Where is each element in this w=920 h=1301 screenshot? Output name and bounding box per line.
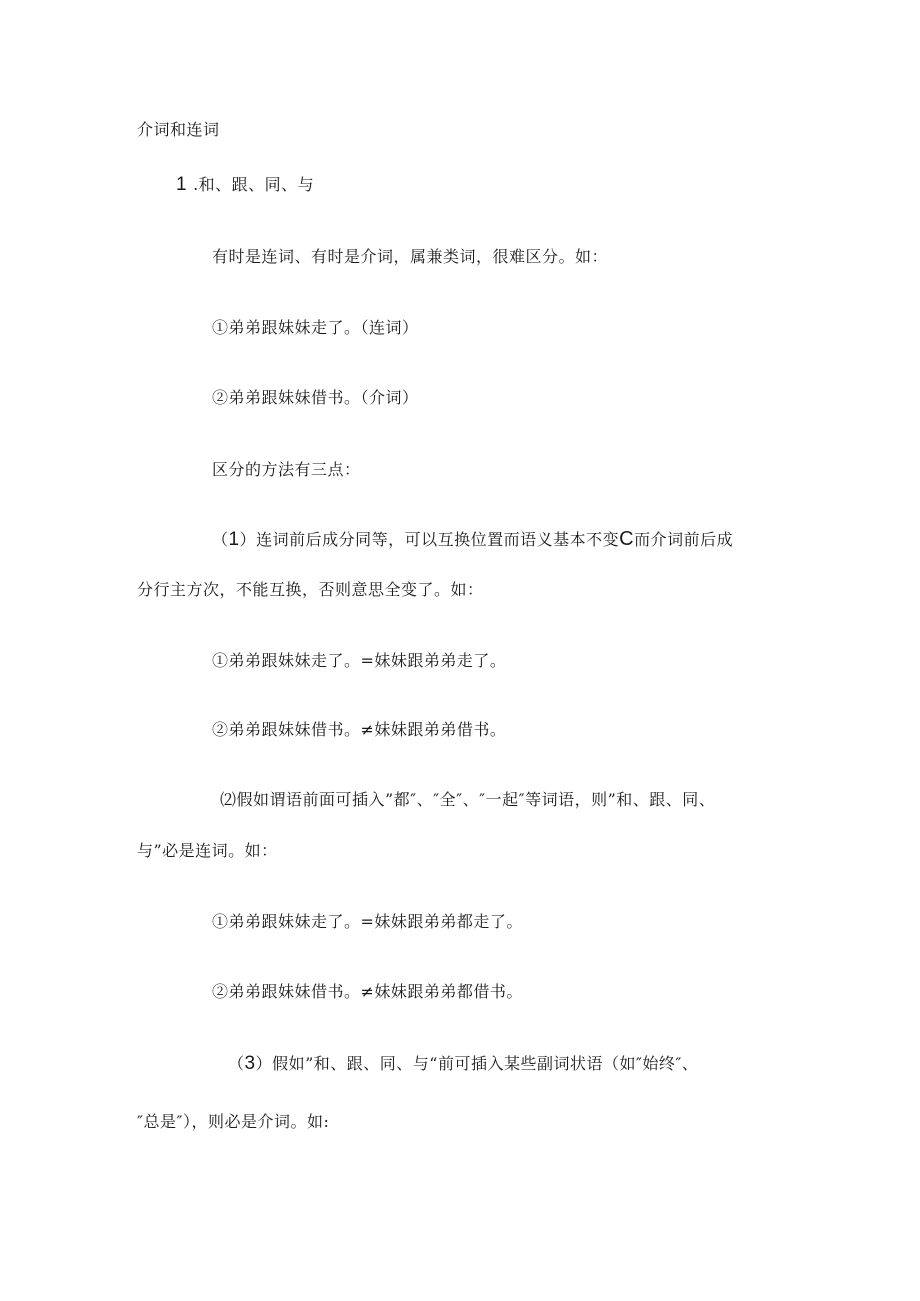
method-1-example-2: ②弟弟跟妹妹借书。≠妹妹跟弟弟借书。 [212, 720, 507, 739]
section-number: 1 [176, 174, 188, 195]
method-3-line-1 [228, 1053, 698, 1075]
method-1-after-c: 而介词前后成 [634, 530, 734, 549]
method-1-line-1 [212, 528, 733, 551]
method-3-line-2: ″总是″），则必是介词。如: [137, 1112, 330, 1131]
section-heading [176, 174, 314, 196]
method-1-text: ）连词前后成分同等，可以互换位置而语义基本不变 [239, 530, 620, 549]
example-2: ②弟弟跟妹妹借书。（介词） [212, 388, 419, 407]
example-1: ①弟弟跟妹妹走了。（连词） [212, 318, 419, 337]
method-2-line-2: 与”必是连词。如： [137, 841, 278, 860]
method-3-text: ）假如”和、跟、同、与“前可插入某些副词状语（如″始终″、 [255, 1054, 699, 1073]
method-1-c-letter: C [619, 528, 635, 550]
document-title: 介词和连词 [137, 120, 220, 139]
intro-paragraph: 有时是连词、有时是介词，属兼类词，很难区分。如： [212, 247, 609, 266]
methods-intro: 区分的方法有三点： [212, 460, 361, 479]
method-2-example-2: ②弟弟跟妹妹借书。≠妹妹跟弟弟都借书。 [212, 982, 523, 1001]
method-1-number: 1 [228, 529, 240, 550]
method-3-open-paren: （ [228, 1054, 245, 1073]
method-1-line-2: 分行主方次，不能互换，否则意思全变了。如： [137, 580, 484, 599]
method-1-open-paren: （ [212, 530, 229, 549]
method-1-example-1: ①弟弟跟妹妹走了。=妹妹跟弟弟走了。 [212, 651, 507, 670]
method-2-example-1: ①弟弟跟妹妹走了。=妹妹跟弟弟都走了。 [212, 912, 523, 931]
section-heading-text: .和、跟、同、与 [193, 175, 315, 194]
method-2-line-1: ⑵假如谓语前面可插入”都″、″全″、″一起″等词语，则”和、跟、同、 [220, 790, 716, 809]
method-3-number: 3 [244, 1053, 256, 1074]
